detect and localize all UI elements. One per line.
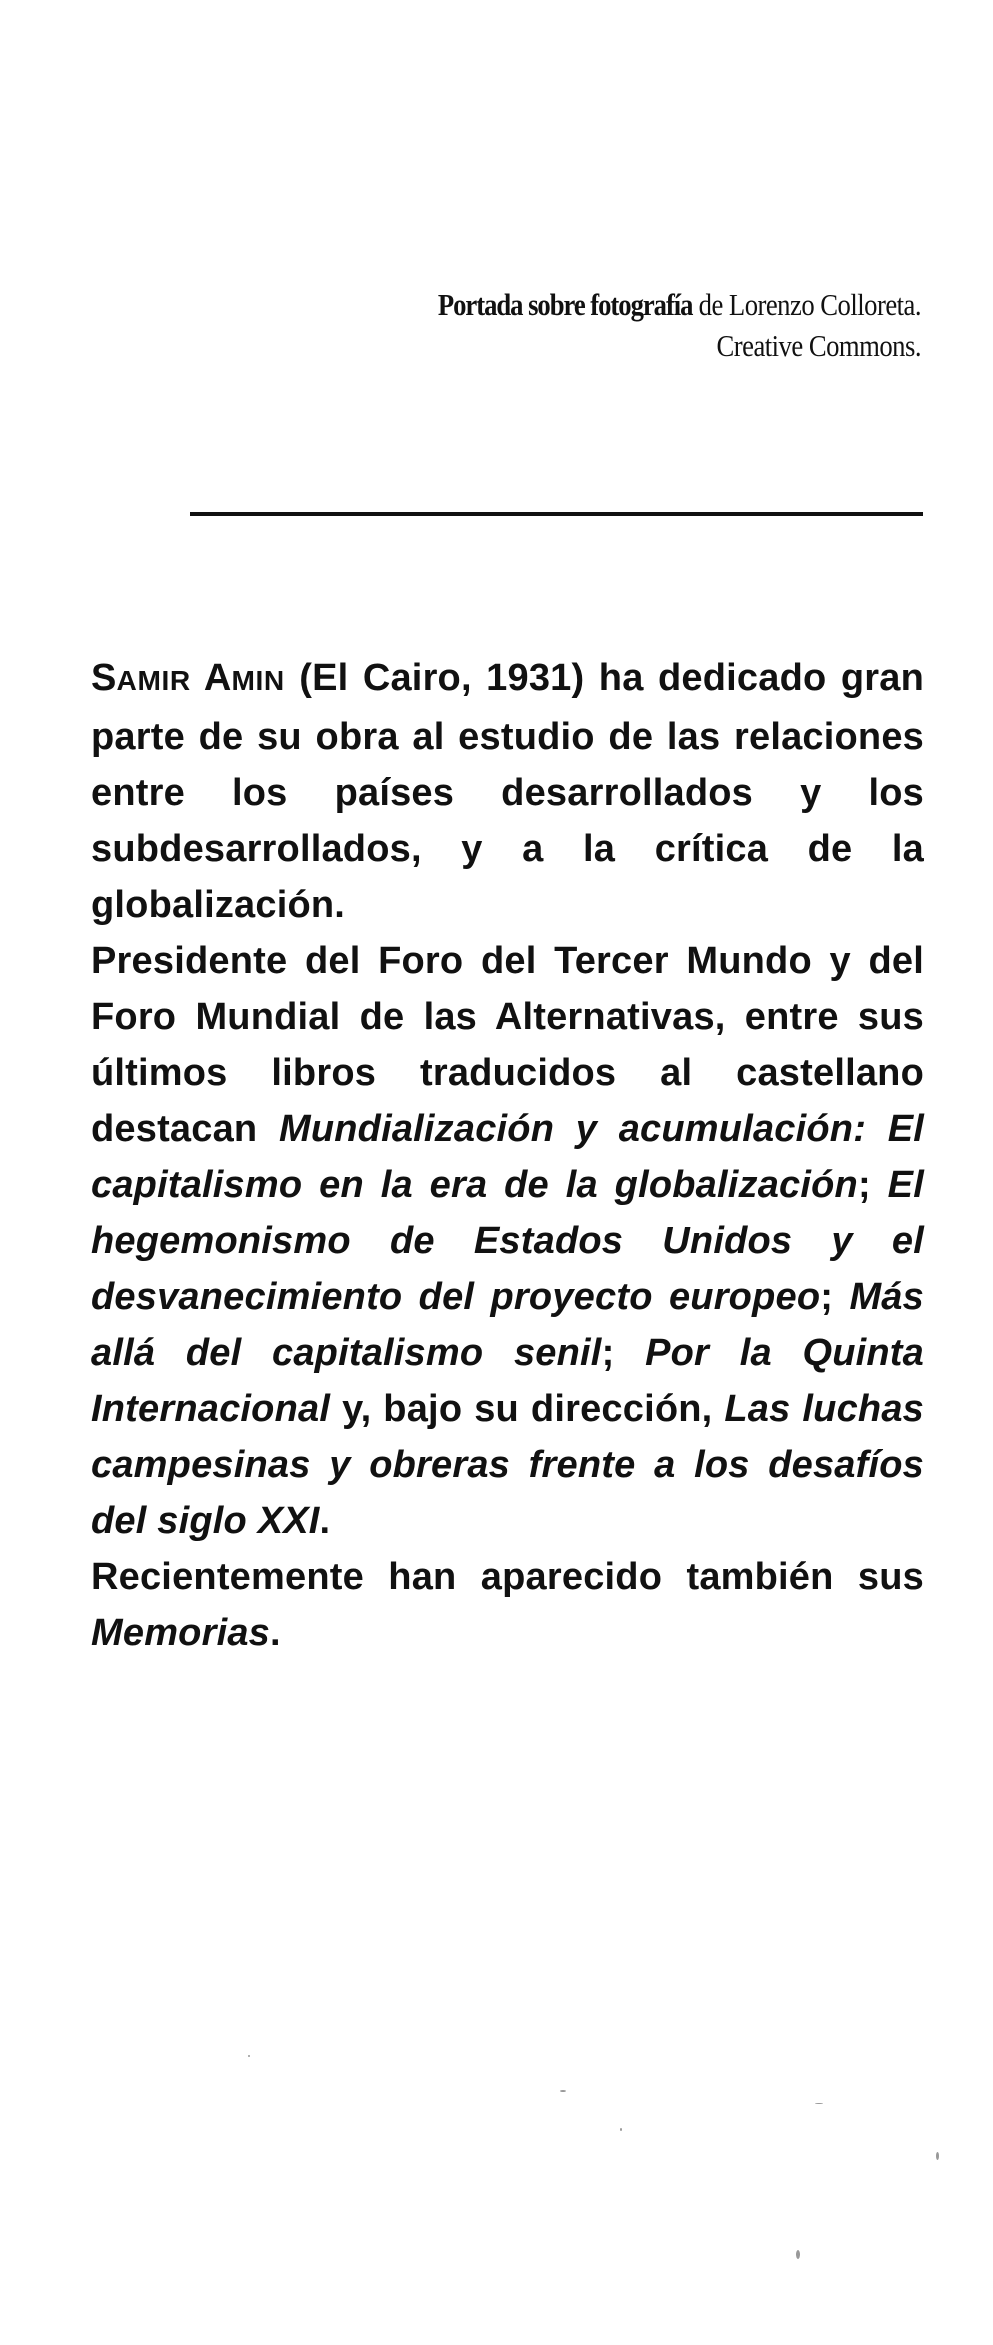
name-initial-first: S: [91, 657, 117, 699]
period: .: [319, 1500, 331, 1542]
book-title: Memorias: [91, 1612, 271, 1654]
separator: ;: [601, 1332, 646, 1374]
credit-line-2: Creative Commons.: [716, 327, 921, 363]
scan-speck: [815, 2103, 823, 2104]
period: .: [270, 1612, 281, 1654]
bio-paragraph-3: [91, 1549, 924, 1661]
credit-author-text: de Lorenzo Colloreta.: [692, 287, 921, 322]
bio-paragraph-2-intro: Presidente del Foro del Tercer Mundo y del Foro Mundial de las Alternativas, entre sus últimos libros traducidos al castellano destacan: [91, 940, 924, 1150]
name-rest-last: MIN: [231, 665, 285, 696]
bio-paragraph-3-intro: Recientemente han aparecido también sus: [91, 1556, 924, 1598]
bio-paragraph-1: [91, 650, 924, 933]
name-initial-last: A: [203, 657, 232, 699]
credit-bold-text: Portada sobre fotografía: [437, 287, 693, 322]
book-title: Las luchas campesinas y obreras frente a los desafíos del siglo XXI: [91, 1388, 925, 1542]
scan-speck: [796, 2250, 800, 2259]
bio-paragraph-2: [91, 933, 924, 1549]
author-name: [91, 657, 285, 699]
author-biography: [91, 650, 924, 1661]
separator: ;: [820, 1276, 850, 1318]
cover-photo-credit: [388, 285, 921, 367]
separator: ;: [857, 1164, 888, 1206]
book-title: Por la Quinta Internacional: [91, 1332, 924, 1430]
credit-line-1: [388, 285, 921, 326]
scan-speck: [936, 2152, 939, 2160]
bio-paragraph-1-text: (El Cairo, 1931) ha dedicado gran parte de su obra al estudio de las relaciones entre los países desarrollados y los subdesarrollados, y a la crítica de la globalización.: [91, 657, 924, 926]
scan-speck: [560, 2090, 566, 2092]
name-rest-first: AMIR: [116, 665, 191, 696]
scan-speck: [248, 2055, 250, 2057]
book-title: Más allá del capitalismo senil: [91, 1276, 924, 1374]
horizontal-divider: [190, 512, 923, 516]
scan-speck: [620, 2128, 622, 2131]
bio-paragraph-2-middle: y, bajo su dirección,: [330, 1388, 725, 1430]
book-title: El hegemonismo de Estados Unidos y el desvanecimiento del proyecto europeo: [91, 1164, 924, 1318]
book-title: Mundialización y acumulación: El capitalismo en la era de la globalización: [91, 1108, 924, 1206]
